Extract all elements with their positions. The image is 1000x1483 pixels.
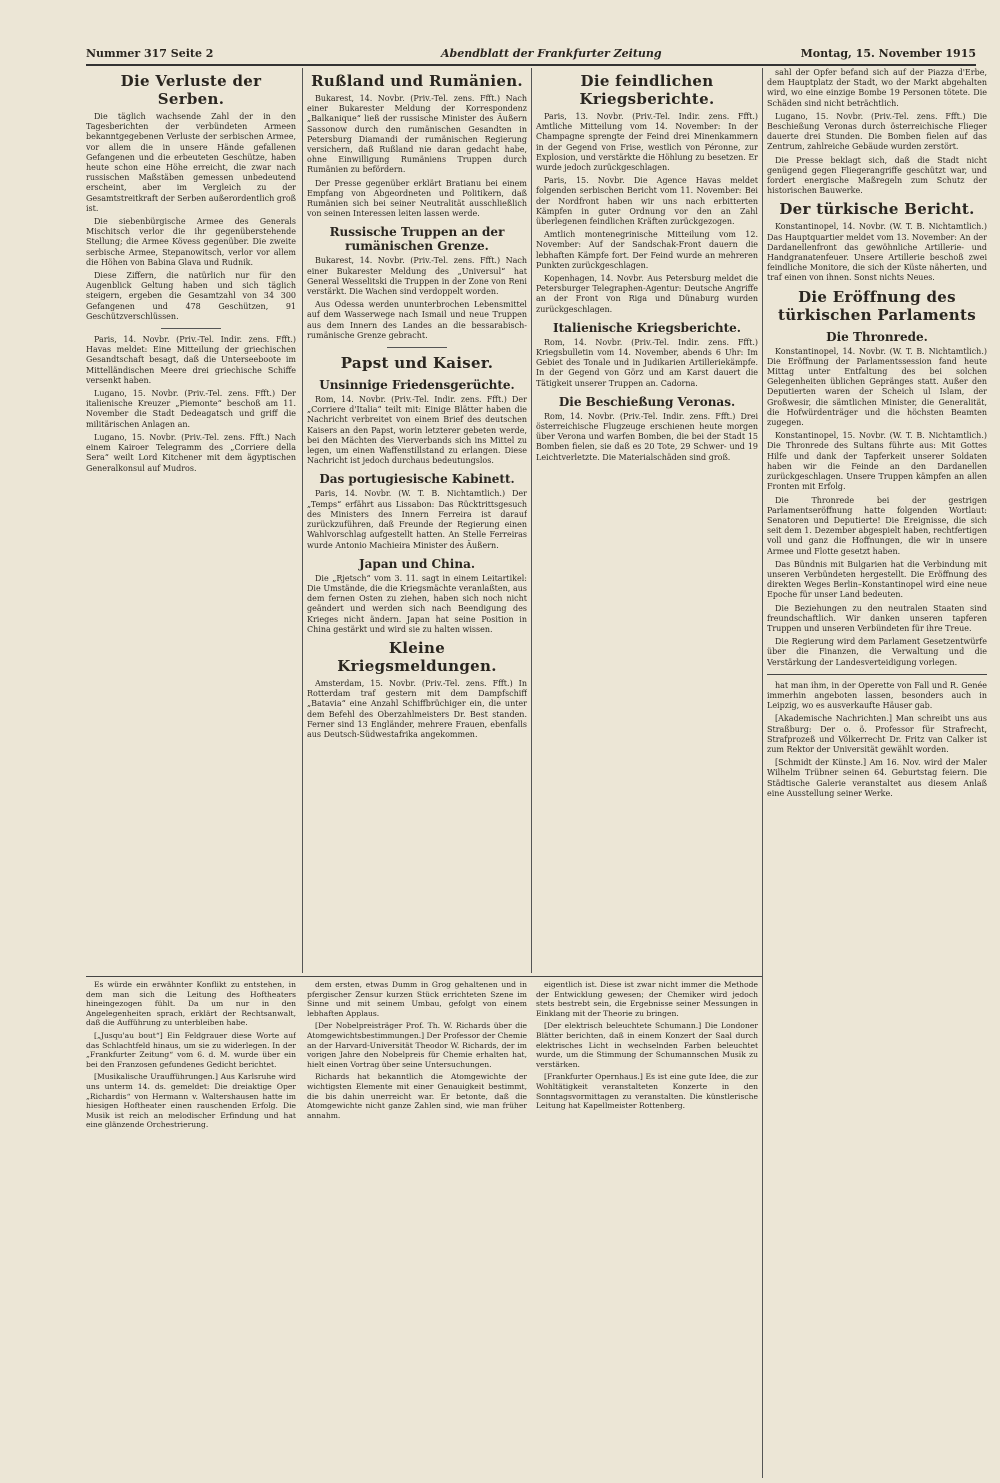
article-paragraph: hat man ihm, in der Operette von Fall und R. Genée immerhin angeboten lassen, besonders auch in Leipzig, wo es ausverkaufte Häuser gab. (767, 680, 987, 711)
article-subhead: Die Thronrede. (826, 329, 928, 344)
feuilleton-paragraph: Es würde ein erwähnter Konflikt zu entstehen, in dem man sich die Leitung des Hoftheaters hineingezogen fühlt. Da um nur in den Angelegenheiten sprach, erklärt der Rechtsanwalt, daß die Aufführung zu unterbleiben habe. (86, 980, 296, 1028)
article-headline: Der türkische Bericht. (779, 200, 975, 219)
article-paragraph: Paris, 13. Novbr. (Priv.-Tel. Indir. zens. Ffft.) Amtliche Mitteilung vom 14. November: In der Champagne sprengte der Feind drei Minenkammern in der Gegend von Frise, westlich von Péronne, zur Explosion, und verstärkte die Höhlung zu besetzen. Er wurde jedoch zurückgeschlagen. (536, 112, 758, 173)
article-subhead: Italienische Kriegsberichte. (553, 320, 741, 335)
article-headline: Die Eröffnung des türkischen Parlaments (778, 287, 976, 324)
separator (161, 328, 221, 329)
feuilleton-paragraph: [„Jusqu'au bout“] Ein Feldgrauer diese Worte auf das Schlachtfeld hinaus, um sie zu widerlegen. In der „Frankfurter Zeitung“ vom 6. d. M. wurde über ein bei den Franzosen gefundenes Gedicht berichtet. (86, 1030, 296, 1069)
feuilleton-paragraph: [Frankfurter Opernhaus.] Es ist eine gute Idee, die zur Wohltätigkeit veranstalteten Konzerte in den Sonntagsvormittagen zu veranstalten. Die künstlerische Leitung hat Kapellmeister Rottenberg. (536, 1072, 758, 1111)
feuilleton-column-1 (86, 980, 296, 1480)
article-paragraph: Paris, 15. Novbr. Die Agence Havas meldet folgenden serbischen Bericht vom 11. November: Bei der Nordfront haben wir uns nach erbitterten Kämpfen in guter Ordnung vor den an Zahl überlegenen feindlichen Kräften zurückgezogen. (536, 176, 758, 227)
article-paragraph: Die Presse beklagt sich, daß die Stadt nicht genügend gegen Fliegerangriffe geschützt war, und fordert energische Maßregeln zum Schutz der historischen Bauwerke. (767, 155, 987, 196)
column-4 (767, 68, 987, 1478)
article-headline: Rußland und Rumänien. (311, 72, 523, 90)
article-headline: Papst und Kaiser. (340, 354, 494, 373)
article-paragraph: Paris, 14. Novbr. (W. T. B. Nichtamtlich.) Der „Temps“ erfährt aus Lissabon: Das Rücktrittsgesuch des Ministers des Innern Ferreira ist darauf zurückzuführen, daß Freunde der Regierung einen Wahlvorschlag aufgestellt hatten. An Stelle Ferreiras wurde Antonio Machieira Minister des Äußern. (307, 489, 527, 550)
article-paragraph: Rom, 14. Novbr. (Priv.-Tel. Indir. zens. Ffft.) Drei österreichische Flugzeuge erschienen heute morgen über Verona und warfen Bomben, die bei der Stadt 15 Bomben fielen, sie daß es 20 Tote, 29 Schwer- und 19 Leichtverletzte. Die Materialschäden sind groß. (536, 411, 758, 462)
article-paragraph: Der Presse gegenüber erklärt Bratianu bei einem Empfang von Abgeordneten und Politikern, daß Rumänien sich bei seiner Neutralität ausschließlich von seinen Interessen leiten lassen werde. (307, 178, 527, 219)
article-paragraph: Das Bündnis mit Bulgarien hat die Verbindung mit unseren Verbündeten hergestellt. Die Eröffnung des direkten Weges Berlin–Konstantinopel wird eine neue Epoche für unser Land bedeuten. (767, 559, 987, 600)
article-paragraph: Amsterdam, 15. Novbr. (Priv.-Tel. zens. Ffft.) In Rotterdam traf gestern mit dem Dampfschiff „Batavia“ eine Anzahl Schiffbrüchiger ein, die unter dem Befehl des Oberzahlmeisters Dr. Best standen. Ferner sind 13 Engländer, mehrere Frauen, ebenfalls aus Deutsch-Südwestafrika angekommen. (307, 678, 527, 739)
article-paragraph: Konstantinopel, 15. Novbr. (W. T. B. Nichtamtlich.) Die Thronrede des Sultans führte aus: Mit Gottes Hilfe und dank der Tapferkeit unserer Soldaten haben wir die Feinde an den Dardanellen zurückgeschlagen. Unsere Truppen kämpfen an allen Fronten mit Erfolg. (767, 431, 987, 492)
article-paragraph: Die täglich wachsende Zahl der in den Tagesberichten der verbündeten Armeen bekanntgegebenen Verluste der serbischen Armee, vor allem die in unsere Hände gefallenen Gefangenen und die erbeuteten Geschütze, haben heute schon eine Höhe erreicht, die zwar nach russischen Maßstäben gemessen unbedeutend erscheint, aber im Vergleich zu der Gesamtstreitkraft der Serben außerordentlich groß ist. (86, 112, 296, 213)
article-paragraph: Rom, 14. Novbr. (Priv.-Tel. Indir. zens. Ffft.) Kriegsbulletin vom 14. November, abends 6 Uhr: Im Gebiet des Tonale und in Judikarien Artilleriekämpfe. In der Gegend von Görz und am Karst dauert die Tätigkeit unserer Truppen an. Cadorna. (536, 337, 758, 388)
article-paragraph: Amtlich montenegrinische Mitteilung vom 12. November: Auf der Sandschak-Front dauern die lebhaften Kämpfe fort. Der Feind wurde an mehreren Punkten zurückgeschlagen. (536, 230, 758, 270)
feuilleton-paragraph: [Der elektrisch beleuchtete Schumann.] Die Londoner Blätter berichten, daß in einem Konzert der Saal durch elektrisches Licht in wechselnden Farben beleuchtet wurde, um die Stimmung der Schumannschen Musik zu verstärken. (536, 1021, 758, 1069)
feuilleton-paragraph: eigentlich ist. Diese ist zwar nicht immer die Methode der Entwicklung gewesen; der Chemiker wird jedoch stets bestrebt sein, die Ergebnisse seiner Messungen in Einklang mit der Theorie zu bringen. (536, 980, 758, 1018)
article-paragraph: Lugano, 15. Novbr. (Priv.-Tel. zens. Ffft.) Die Beschießung Veronas durch österreichische Flieger dauerte drei Stunden. Die Bomben fielen auf das Zentrum, zahlreiche Gebäude wurden zerstört. (767, 111, 987, 152)
article-paragraph: [Akademische Nachrichten.] Man schreibt uns aus Straßburg: Der o. ö. Professor für Strafrecht, Strafprozeß und Völkerrecht Dr. Fritz van Calker ist zum Rektor der Universität gewählt worden. (767, 714, 987, 754)
column-rule (762, 68, 763, 1478)
article-paragraph: [Schmidt der Künste.] Am 16. Nov. wird der Maler Wilhelm Trübner seinen 64. Geburtstag feiern. Die Städtische Galerie veranstaltet aus diesem Anlaß eine Ausstellung seiner Werke. (767, 758, 987, 798)
issue-number: Nummer 317 Seite 2 (86, 47, 214, 60)
feuilleton-column-2 (307, 980, 527, 1480)
column-rule (302, 68, 303, 973)
article-headline: Die feindlichen Kriegsberichte. (579, 72, 715, 108)
newspaper-title: Abendblatt der Frankfurter Zeitung (441, 47, 662, 60)
article-subhead: Russische Truppen an der rumänischen Grenze. (329, 225, 505, 254)
article-paragraph: Die Beziehungen zu den neutralen Staaten sind freundschaftlich. Wir danken unseren tapferen Truppen und unseren Verbündeten für ihre Treue. (767, 603, 987, 633)
article-paragraph: Konstantinopel, 14. Novbr. (W. T. B. Nichtamtlich.) Das Hauptquartier meldet vom 13. November: An der Dardanellenfront das gewöhnliche Artillerie- und Handgranatenfeuer. Unsere Artillerie beschoß zwei feindliche Monitore, die sich der Küste näherten, und traf einen von ihnen. Sonst nichts Neues. (767, 222, 987, 283)
article-paragraph: Kopenhagen, 14. Novbr. Aus Petersburg meldet die Petersburger Telegraphen-Agentur: Deutsche Angriffe an der Front von Riga und Dünaburg wurden zurückgeschlagen. (536, 274, 758, 314)
issue-date: Montag, 15. November 1915 (800, 47, 976, 60)
article-subhead: Japan und China. (358, 556, 476, 571)
feuilleton-paragraph: [Der Nobelpreisträger Prof. Th. W. Richards über die Atomgewichtsbestimmungen.] Der Professor der Chemie an der Harvard-Universität Theodor W. Richards, der im vorigen Jahre den Nobelpreis für Chemie erhalten hat, hielt einen Vortrag über seine Untersuchungen. (307, 1021, 527, 1069)
column-1 (86, 68, 296, 973)
separator (387, 347, 447, 348)
column-3 (536, 68, 758, 973)
column-rule (531, 68, 532, 973)
article-paragraph: Konstantinopel, 14. Novbr. (W. T. B. Nichtamtlich.) Die Eröffnung der Parlamentssession fand heute Mittag unter Entfaltung des bei solchen Gelegenheiten üblichen Gepränges statt. Außer den Deputierten waren der Scheich ul Islam, der Großwesir, die sämtlichen Minister, die Generalität, die Hofwürdenträger und die höchsten Beamten zugegen. (767, 346, 987, 428)
article-paragraph: Diese Ziffern, die natürlich nur für den Augenblick Geltung haben und sich täglich steigern, ergeben die Gesamtzahl von 34 300 Gefangenen und 478 Geschützen, 91 Geschützverschlüssen. (86, 271, 296, 321)
article-paragraph: Bukarest, 14. Novbr. (Priv.-Tel. zens. Ffft.) Nach einer Bukarester Meldung der Korrespondenz „Balkanique“ ließ der russische Minister des Äußern Sassonow durch den rumänischen Gesandten in Petersburg Diamandi der rumänischen Regierung versichern, daß Rußland nie daran gedacht habe, ohne Einwilligung Rumäniens Truppen durch Rumänien zu befördern. (307, 94, 527, 175)
article-headline: Kleine Kriegsmeldungen. (337, 638, 497, 675)
column-2 (307, 68, 527, 973)
article-headline: Die Verluste der Serben. (120, 72, 262, 108)
article-paragraph: sahl der Opfer befand sich auf der Piazza d'Erbe, dem Hauptplatz der Stadt, wo der Markt abgehalten wird, wo eine einzige Bombe 19 Personen tötete. Die Schäden sind nicht beträchtlich. (767, 68, 987, 108)
feuilleton-paragraph: [Musikalische Uraufführungen.] Aus Karlsruhe wird uns unterm 14. ds. gemeldet: Die dreiaktige Oper „Richardis“ von Hermann v. Waltershausen hatte im hiesigen Hoftheater einen rauschenden Erfolg. Die Musik ist reich an melodischer Erfindung und hat eine glänzende Orchestrierung. (86, 1072, 296, 1130)
feuilleton-rule (86, 976, 762, 977)
article-paragraph: Die Regierung wird dem Parlament Gesetzentwürfe über die Finanzen, die Verwaltung und die Verstärkung der Landesverteidigung vorlegen. (767, 637, 987, 667)
feuilleton-paragraph: Richards hat bekanntlich die Atomgewichte der wichtigsten Elemente mit einer Genauigkeit bestimmt, die bis dahin unerreicht war. Er betonte, daß die Atomgewichte nicht ganze Zahlen sind, wie man früher annahm. (307, 1072, 527, 1120)
article-paragraph: Lugano, 15. Novbr. (Priv.-Tel. zens. Ffft.) Der italienische Kreuzer „Piemonte“ beschoß am 11. November die Stadt Dedeagatsch und griff die militärischen Anlagen an. (86, 389, 296, 429)
feuilleton-paragraph: dem ersten, etwas Dumm in Grog gehaltenen und in pfergischer Zensur kurzen Stück errichteten Szene im Sinne und mit seinem Umbau, gefolgt von einem lebhaften Applaus. (307, 980, 527, 1018)
article-subhead: Unsinnige Friedensgerüchte. (319, 378, 515, 393)
article-paragraph: Bukarest, 14. Novbr. (Priv.-Tel. zens. Ffft.) Nach einer Bukarester Meldung des „Universul“ hat General Wesselitski die Truppen in der Zone von Reni verstärkt. Die Wachen sind verdoppelt worden. (307, 256, 527, 297)
article-paragraph: Die siebenbürgische Armee des Generals Mischitsch verlor die ihr gegenüberstehende Stellung; die Armee Kövess gegenüber. Die zweite serbische Armee, Stepanowitsch, verlor vor allem die Höhen von Babina Glava und Rudnik. (86, 217, 296, 267)
feuilleton-rule (767, 674, 987, 675)
article-paragraph: Paris, 14. Novbr. (Priv.-Tel. Indir. zens. Ffft.) Havas meldet: Eine Mitteilung der griechischen Gesandtschaft besagt, daß die Unterseeboote im Mittelländischen Meere drei griechische Schiffe versenkt haben. (86, 335, 296, 385)
article-paragraph: Die „Rjetsch“ vom 3. 11. sagt in einem Leitartikel: Die Umstände, die die Kriegsmächte veranlaßten, aus dem fernen Osten zu ziehen, haben sich noch nicht geändert und werden sich nach Beendigung des Krieges nicht ändern. Japan hat seine Position in China gestärkt und wird sie zu halten wissen. (307, 573, 527, 634)
article-paragraph: Rom, 14. Novbr. (Priv.-Tel. Indir. zens. Ffft.) Der „Corriere d'Italia“ teilt mit: Einige Blätter haben die Nachricht verbreitet von einem Brief des deutschen Kaisers an den Papst, worin letzterer gebeten werde, bei den Mächten des Vierverbands sich ins Mittel zu legen, um einen Waffenstillstand zu erlangen. Diese Nachricht ist jedoch durchaus bedeutungslos. (307, 395, 527, 466)
article-paragraph: Lugano, 15. Novbr. (Priv.-Tel. zens. Ffft.) Nach einem Kairoer Telegramm des „Corriere della Sera“ weilt Lord Kitchener mit dem ägyptischen Generalkonsul auf Mudros. (86, 432, 296, 473)
article-paragraph: Die Thronrede bei der gestrigen Parlamentseröffnung hatte folgenden Wortlaut: Senatoren und Deputierte! Die Ereignisse, die sich seit dem 1. Dezember abgespielt haben, rechtfertigen voll und ganz die Hoffnungen, die wir in unsere Armee und Flotte gesetzt haben. (767, 495, 987, 556)
masthead (86, 44, 976, 66)
article-subhead: Das portugiesische Kabinett. (319, 472, 515, 487)
article-paragraph: Aus Odessa werden ununterbrochen Lebensmittel auf dem Wasserwege nach Ismail und neue Truppen aus dem Innern des Landes an die bessarabisch-rumänische Grenze gebracht. (307, 300, 527, 340)
feuilleton-column-3 (536, 980, 758, 1480)
article-subhead: Die Beschießung Veronas. (558, 394, 736, 409)
